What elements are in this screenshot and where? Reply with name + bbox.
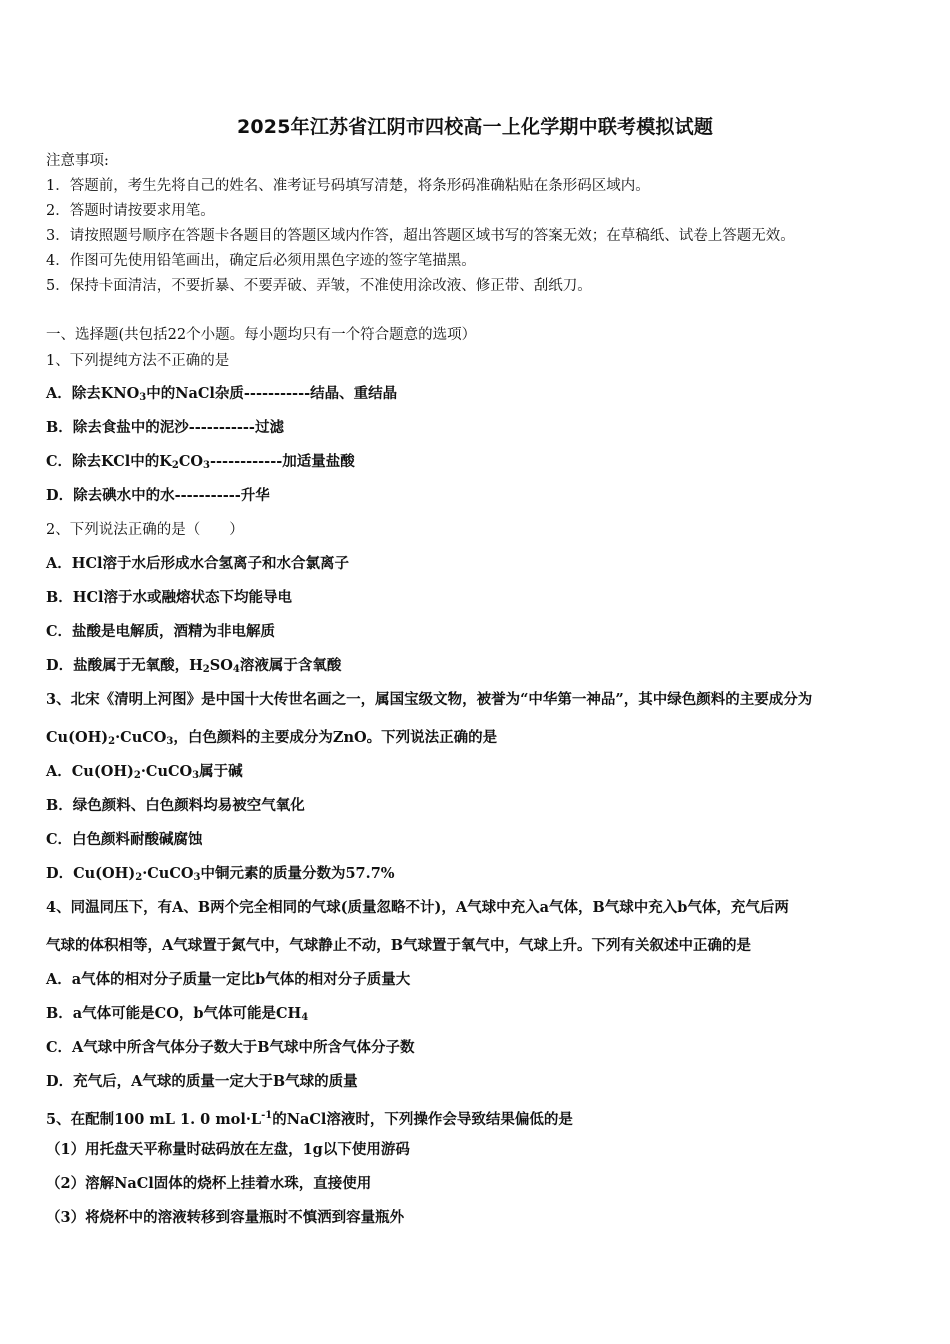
q3-option-c: C．白色颜料耐酸碱腐蚀 xyxy=(46,831,203,848)
q4-option-d: D．充气后，A气球的质量一定大于B气球的质量 xyxy=(46,1073,358,1090)
q1-option-a: A．除去$KNO_3$中的NaCl杂质-----------结晶、重结晶 xyxy=(46,385,398,403)
q5-item-1: （1）用托盘天平称量时砝码放在左盘，1g以下使用游码 xyxy=(46,1141,410,1158)
q4-option-b: B．a气体可能是CO，b气体可能是$CH_4$ xyxy=(46,1005,309,1023)
notice-item-3: 3．请按照题号顺序在答题卡各题目的答题区域内作答，超出答题区域书写的答案无效；在草稿纸、试卷上答题无效。 xyxy=(46,228,795,244)
q4-stem-line-1: 4、同温同压下，有A、B两个完全相同的气球(质量忽略不计)，A气球中充入a气体，B气球中充入b气体，充气后两 xyxy=(46,899,789,916)
q3-stem-line-1: 3、北宋《清明上河图》是中国十大传世名画之一，属国宝级文物，被誉为“中华第一神品”，其中绿色颜料的主要成分为 xyxy=(46,691,813,708)
q2-option-b: B．HCl溶于水或融熔状态下均能导电 xyxy=(46,589,293,606)
q5-item-2: （2）溶解NaCl固体的烧杯上挂着水珠，直接使用 xyxy=(46,1175,372,1192)
q2-stem: 2、下列说法正确的是（ ） xyxy=(46,522,244,538)
q2-option-d: D．盐酸属于无氧酸，$H_2SO_4$溶液属于含氧酸 xyxy=(46,657,342,675)
q1-option-d: D．除去碘水中的水-----------升华 xyxy=(46,487,270,504)
q1-option-b: B．除去食盐中的泥沙-----------过滤 xyxy=(46,419,284,436)
notice-item-5: 5．保持卡面清洁，不要折暴、不要弄破、弄皱，不准使用涂改液、修正带、刮纸刀。 xyxy=(46,278,592,294)
notice-heading: 注意事项: xyxy=(46,153,109,169)
notice-item-4: 4．作图可先使用铅笔画出，确定后必须用黑色字迹的签字笔描黑。 xyxy=(46,253,476,269)
notice-item-1: 1．答题前，考生先将自己的姓名、准考证号码填写清楚，将条形码准确粘贴在条形码区域内。 xyxy=(46,178,650,194)
q5-item-3: （3）将烧杯中的溶液转移到容量瓶时不慎洒到容量瓶外 xyxy=(46,1209,405,1226)
q2-option-a: A．HCl溶于水后形成水合氢离子和水合氯离子 xyxy=(46,555,349,572)
q3-option-a: A．$Cu(OH)_2\cdot CuCO_3$属于碱 xyxy=(46,763,243,781)
section-heading: 一、选择题(共包括22个小题。每小题均只有一个符合题意的选项） xyxy=(46,327,477,343)
notice-item-2: 2．答题时请按要求用笔。 xyxy=(46,203,215,219)
q4-option-a: A．a气体的相对分子质量一定比b气体的相对分子质量大 xyxy=(46,971,411,988)
q4-option-c: C．A气球中所含气体分子数大于B气球中所含气体分子数 xyxy=(46,1039,415,1056)
q3-option-d: D．$Cu(OH)_2\cdot CuCO_3$中铜元素的质量分数为57.7% xyxy=(46,865,395,883)
page-title: 2025年江苏省江阴市四校高一上化学期中联考模拟试题 xyxy=(236,116,714,138)
q3-stem-line-2: $Cu(OH)_2\cdot CuCO_3$，白色颜料的主要成分为ZnO。下列说法正确的是 xyxy=(46,729,498,747)
q1-option-c: C．除去KCl中的$K_2CO_3------------$加适量盐酸 xyxy=(46,453,355,471)
q2-option-c: C．盐酸是电解质，酒精为非电解质 xyxy=(46,623,276,640)
q4-stem-line-2: 气球的体积相等，A气球置于氮气中，气球静止不动，B气球置于氧气中，气球上升。下列有关叙述中正确的是 xyxy=(46,937,752,954)
q3-option-b: B．绿色颜料、白色颜料均易被空气氧化 xyxy=(46,797,305,814)
q1-stem: 1、下列提纯方法不正确的是 xyxy=(46,353,230,369)
q5-stem: 5、在配制100 mL 1. 0 $mol\cdot L^{-1}$的NaCl溶液时，下列操作会导致结果偏低的是 xyxy=(46,1110,573,1128)
